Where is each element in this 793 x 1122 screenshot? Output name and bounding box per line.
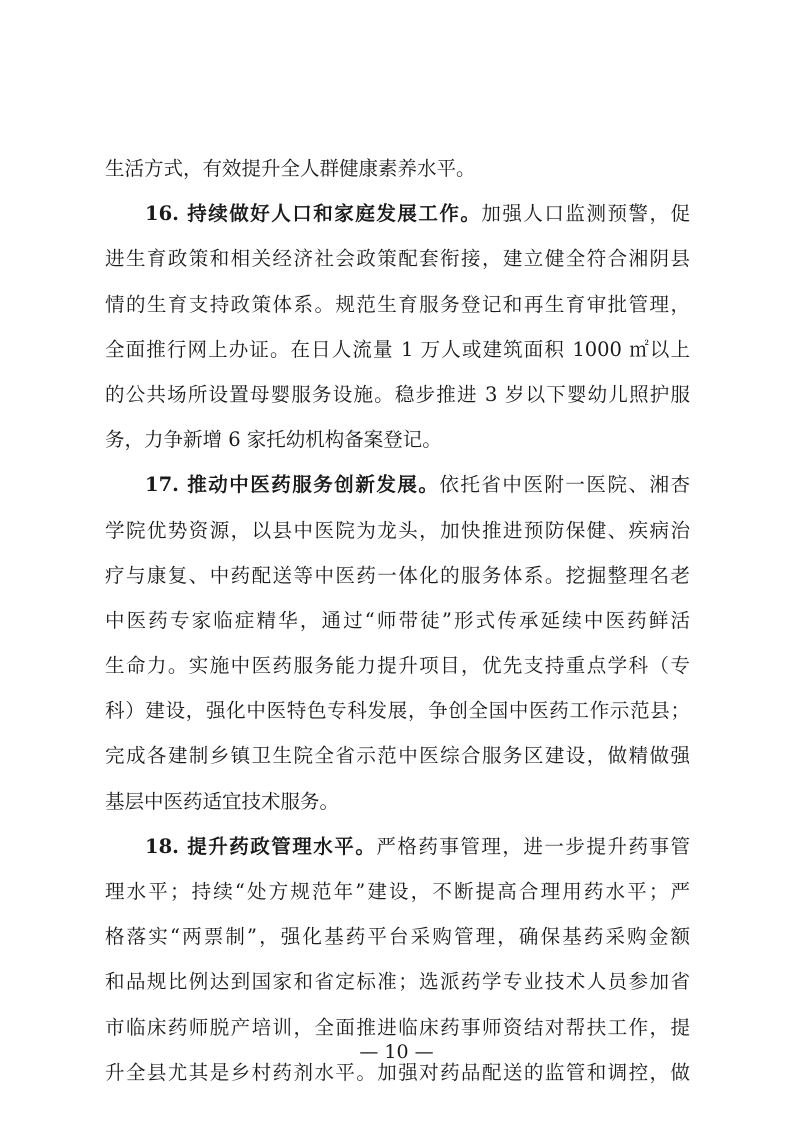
item-16-first-line bbox=[105, 191, 690, 236]
item-16-heading: 16. 持续做好人口和家庭发展工作。 bbox=[145, 202, 482, 226]
item-17-first-line bbox=[105, 462, 690, 507]
item-16-line: 全面推行网上办证。在日人流量 1 万人或建筑面积 1000 ㎡以上 bbox=[105, 337, 690, 361]
item-18-line: 理水平；持续“处方规范年”建设，不断提高合理用药水平；严 bbox=[105, 880, 690, 903]
item-16-line: 情的生育支持政策体系。规范生育服务登记和再生育审批管理， bbox=[105, 292, 690, 316]
item-17-line: 中医药专家临症精华，通过“师带徒”形式传承延续中医药鲜活 bbox=[105, 608, 690, 632]
item-17-line: 科）建设，强化中医特色专科发展，争创全国中医药工作示范县； bbox=[105, 699, 690, 723]
item-17-line: 基层中医药适宜技术服务。 bbox=[105, 789, 340, 813]
item-18-line: 和品规比例达到国家和省定标准；选派药学专业技术人员参加省 bbox=[105, 970, 690, 994]
item-16-line: 的公共场所设置母婴服务设施。稳步推进 3 岁以下婴幼儿照护服 bbox=[105, 382, 690, 406]
item-18-first-line bbox=[105, 824, 690, 869]
item-17-line: 疗与康复、中药配送等中医药一体化的服务体系。挖掘整理名老 bbox=[105, 563, 690, 587]
intro-line: 生活方式，有效提升全人群健康素养水平。 bbox=[105, 157, 476, 180]
item-18-line: 升全县尤其是乡村药剂水平。加强对药品配送的监管和调控，做 bbox=[105, 1060, 690, 1084]
item-17-line: 完成各建制乡镇卫生院全省示范中医综合服务区建设，做精做强 bbox=[105, 744, 690, 768]
item-18-line: 市临床药师脱产培训，全面推进临床药事师资结对帮扶工作，提 bbox=[105, 1015, 690, 1039]
item-16-first-line-text: 加强人口监测预警，促 bbox=[481, 202, 690, 226]
item-17-heading: 17. 推动中医药服务创新发展。 bbox=[145, 473, 440, 497]
page-number: — 10 — bbox=[359, 1041, 434, 1063]
item-17-line: 学院优势资源，以县中医院为龙头，加快推进预防保健、疾病治 bbox=[105, 518, 690, 542]
item-18-first-line-text: 严格药事管理，进一步提升药事管 bbox=[376, 834, 690, 858]
item-18-heading: 18. 提升药政管理水平。 bbox=[145, 834, 377, 858]
item-17-first-line-text: 依托省中医附一医院、湘杏 bbox=[439, 473, 690, 497]
item-16-line: 进生育政策和相关经济社会政策配套衔接，建立健全符合湘阴县 bbox=[105, 247, 690, 271]
item-16-line: 务，力争新增 6 家托幼机构备案登记。 bbox=[105, 428, 442, 452]
document-body bbox=[105, 146, 690, 1095]
item-17-line: 生命力。实施中医药服务能力提升项目，优先支持重点学科（专 bbox=[105, 654, 690, 678]
item-18-line: 格落实“两票制”，强化基药平台采购管理，确保基药采购金额 bbox=[105, 925, 690, 949]
